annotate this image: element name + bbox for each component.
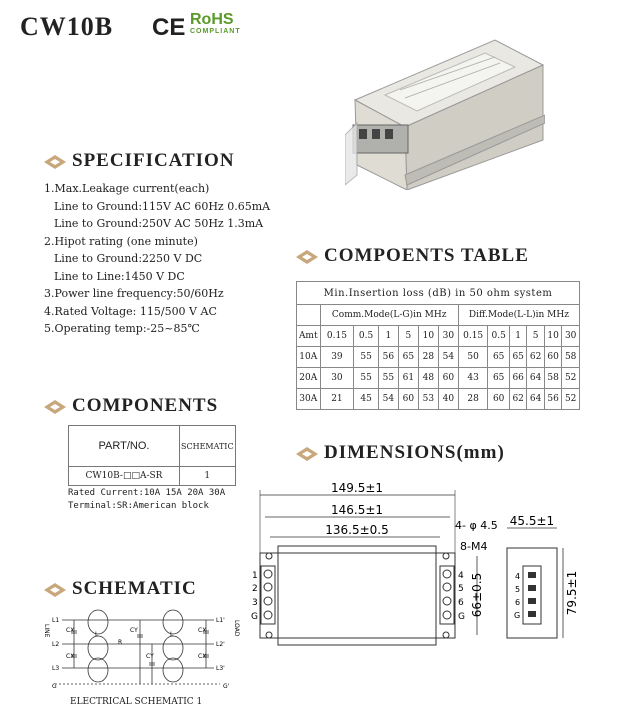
table-cell: 55 [378, 368, 398, 389]
spec-line: 3.Power line frequency:50/60Hz [44, 287, 224, 300]
pin-label: G [251, 612, 258, 622]
table-cell: 5 [398, 326, 418, 347]
table-row [297, 389, 580, 410]
table-cell: 61 [398, 368, 418, 389]
capacitor-label: CX [66, 653, 75, 660]
table-cell: 52 [562, 389, 580, 410]
rohs-subtext: COMPLIANT [190, 28, 241, 35]
dim-width: 45.5±1 [509, 514, 555, 528]
part-no-header: PART/NO. [69, 426, 180, 467]
table-cell: 28 [418, 347, 438, 368]
diamond-bullet-icon [44, 400, 66, 414]
pin-label: 5 [515, 585, 521, 594]
table-cell: 54 [378, 389, 398, 410]
line-word: LINE [43, 624, 50, 638]
table-cell: 50 [458, 347, 488, 368]
pin-label: 4 [515, 572, 521, 581]
insertion-loss-table [296, 281, 580, 410]
spec-line: Line to Line:1450 V DC [54, 269, 185, 283]
table-cell: 65 [398, 347, 418, 368]
spec-line: Line to Ground:250V AC 50Hz 1.3mA [54, 217, 264, 230]
diamond-bullet-icon [296, 250, 318, 264]
specification-heading [44, 150, 235, 172]
pin-label: 4 [458, 571, 464, 581]
pin-label: G [514, 611, 521, 620]
table-cell: 45 [354, 389, 379, 410]
schematic-header: SCHEMATIC [180, 426, 236, 467]
load-word: LOAD [233, 620, 240, 637]
rated-current: Rated Current:10A 15A 20A 30A [68, 488, 226, 498]
table-cell: 1 [378, 326, 398, 347]
table-cell: Amt [297, 326, 321, 347]
table-cell: 55 [354, 368, 379, 389]
table-cell: 60 [488, 389, 510, 410]
table-row [297, 347, 580, 368]
table-cell: 39 [320, 347, 354, 368]
dim-holes: 4- φ 4.5 [455, 519, 498, 532]
terminal-type: Terminal:SR:American block [68, 501, 209, 511]
table-cell [297, 305, 321, 326]
components-table-title: COMPOENTS TABLE [324, 245, 529, 266]
table-cell: 48 [418, 368, 438, 389]
table-cell: 66 [509, 368, 526, 389]
diamond-bullet-icon [296, 447, 318, 461]
table-cell: 62 [509, 389, 526, 410]
pin-label: 1 [252, 571, 258, 581]
spec-line: Line to Ground:115V AC 60Hz 0.65mA [54, 199, 271, 213]
table-cell: 30 [320, 368, 354, 389]
dim-screws: 8-M4 [460, 540, 488, 553]
table-cell: 0.5 [488, 326, 510, 347]
ground-label: G' [223, 683, 230, 690]
table-cell: 60 [438, 368, 458, 389]
pin-label: 2 [252, 584, 258, 594]
comm-mode-header: Comm.Mode(L-G)in MHz [320, 305, 458, 326]
electrical-schematic [40, 608, 250, 694]
table-cell: 30 [438, 326, 458, 347]
diamond-bullet-icon [44, 155, 66, 169]
parts-table [68, 425, 236, 486]
inductor-label: L [170, 631, 174, 638]
table-cell: 60 [544, 347, 561, 368]
components-title: COMPONENTS [72, 395, 219, 416]
model-title: CW10B [20, 12, 114, 41]
table-cell: 58 [562, 347, 580, 368]
part-number-cell: CW10B-□□A-SR [69, 467, 180, 486]
table-cell: 0.15 [458, 326, 488, 347]
table-cell: 28 [458, 389, 488, 410]
table-cell: 56 [544, 389, 561, 410]
table-cell: 64 [527, 389, 544, 410]
ground-label: G [52, 683, 57, 690]
spec-line: Line to Ground:2250 V DC [54, 252, 203, 265]
inductor-label: L [95, 631, 99, 638]
table-cell: 0.15 [320, 326, 354, 347]
table-cell: 54 [438, 347, 458, 368]
dim-body-length: 136.5±0.5 [325, 523, 389, 537]
table-title-cell: Min.Insertion loss (dB) in 50 ohm system [297, 282, 580, 305]
specification-title: SPECIFICATION [72, 150, 235, 171]
table-cell: 10 [544, 326, 561, 347]
diff-mode-header: Diff.Mode(L-L)in MHz [458, 305, 579, 326]
spec-line: 2.Hipot rating (one minute) [44, 234, 198, 248]
pin-label: 6 [458, 598, 464, 608]
table-cell: 53 [418, 389, 438, 410]
load-terminal-label: L3' [216, 665, 225, 672]
line-terminal-label: L1 [52, 617, 60, 624]
dimension-drawing [245, 478, 590, 678]
dimensions-title: DIMENSIONS(mm) [324, 442, 505, 463]
table-cell: 65 [509, 347, 526, 368]
table-cell: 30 [562, 326, 580, 347]
schematic-cell: 1 [180, 467, 236, 486]
spec-line: 1.Max.Leakage current(each) [44, 182, 210, 195]
rohs-logo [190, 12, 250, 40]
table-cell: 58 [544, 368, 561, 389]
schematic-heading [44, 578, 197, 600]
table-cell: 30A [297, 389, 321, 410]
freq-header-row [297, 326, 580, 347]
dim-height: 79.5±1 [565, 570, 579, 616]
diamond-bullet-icon [44, 583, 66, 597]
table-cell: 55 [354, 347, 379, 368]
table-cell: 21 [320, 389, 354, 410]
table-cell: 52 [562, 368, 580, 389]
table-cell: 40 [438, 389, 458, 410]
ce-mark-icon: CE [152, 14, 186, 41]
pin-label: 6 [515, 598, 521, 607]
table-cell: 56 [378, 347, 398, 368]
rohs-text: RoHS [190, 11, 234, 28]
table-cell: 62 [527, 347, 544, 368]
capacitor-label: CY [130, 627, 138, 634]
table-row [297, 368, 580, 389]
line-terminal-label: L2 [52, 641, 60, 648]
schematic-caption: ELECTRICAL SCHEMATIC 1 [70, 697, 203, 707]
dimensions-heading [296, 442, 505, 464]
table-cell: 64 [527, 368, 544, 389]
resistor-label: R [118, 639, 123, 646]
table-cell: 10A [297, 347, 321, 368]
table-cell: 65 [488, 368, 510, 389]
components-heading [44, 395, 218, 417]
capacitor-label: CX [198, 653, 207, 660]
table-cell: 0.5 [354, 326, 379, 347]
product-photo [345, 35, 545, 190]
dim-mount-height: 66±0.5 [470, 572, 484, 618]
spec-line: 4.Rated Voltage: 115/500 V AC [44, 304, 217, 318]
pin-label: G [458, 612, 465, 622]
capacitor-label: CX [198, 627, 207, 634]
dim-mount-length: 146.5±1 [330, 503, 384, 517]
load-terminal-label: L2' [216, 641, 225, 648]
table-cell: 1 [509, 326, 526, 347]
table-cell: 43 [458, 368, 488, 389]
table-cell: 10 [418, 326, 438, 347]
table-cell: 5 [527, 326, 544, 347]
table-cell: 60 [398, 389, 418, 410]
capacitor-label: CY [146, 653, 154, 660]
load-terminal-label: L1' [216, 617, 225, 624]
line-terminal-label: L3 [52, 665, 60, 672]
table-cell: 20A [297, 368, 321, 389]
pin-label: 5 [458, 584, 464, 594]
spec-list [44, 180, 270, 338]
table-cell: 65 [488, 347, 510, 368]
pin-label: 3 [252, 598, 258, 608]
spec-line: 5.Operating temp:-25~85℃ [44, 322, 200, 335]
capacitor-label: CX [66, 627, 75, 634]
components-table-heading [296, 245, 529, 267]
rated-info [68, 487, 225, 513]
schematic-title: SCHEMATIC [72, 578, 197, 599]
dim-overall-length: 149.5±1 [330, 481, 384, 495]
